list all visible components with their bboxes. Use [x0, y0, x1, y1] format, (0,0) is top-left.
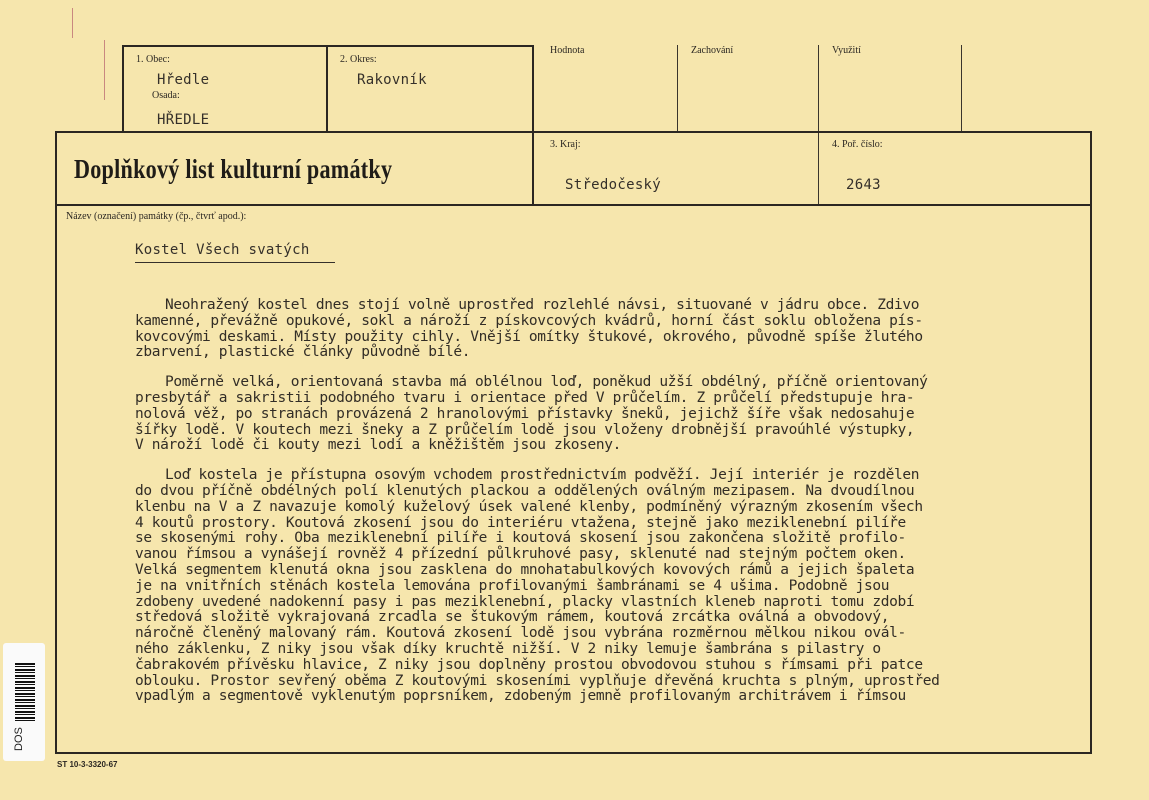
- text-line: Neohražený kostel dnes stojí volně uprostřed rozlehlé návsi, situované v jádru obce. Zdivo: [165, 297, 920, 313]
- text-line: vanou římsou a vynášejí rovněž 4 přízední půlkruhové pasy, sklenuté nad stejným počtem oken.: [135, 546, 906, 563]
- description-text: [135, 298, 1085, 719]
- footer-code: ST 10-3-3320-67: [57, 760, 118, 769]
- monument-name: Kostel Všech svatých: [135, 242, 310, 258]
- text-line: čabrakovém přívěsku hlavice, Z niky jsou doplněny prostou obvodovou stuhou s římsami při patce: [135, 656, 923, 673]
- cislo-label: 4. Poř. číslo:: [832, 139, 883, 150]
- barcode-text: DOS: [13, 727, 25, 751]
- title-bottom-rule: [55, 204, 1092, 206]
- vyuziti-label: Využití: [832, 45, 861, 56]
- kraj-value: Středočeský: [565, 177, 662, 193]
- text-line: náročně členěný malovaný rám. Koutová zkosení lodě jsou vybrána rozměrnou mělkou nikou ovál-: [135, 625, 906, 642]
- name-underline: [135, 262, 335, 263]
- text-line: Poměrně velká, orientovaná stavba má oblélnou loď, poněkud užší obdélný, příčně orientovaný: [165, 374, 928, 391]
- frame-left-rule: [55, 131, 57, 754]
- text-line: klenbu na V a Z navazuje komolý kuželový úsek valené klenby, podmíněný výrazným zkosením všech: [135, 498, 923, 515]
- okres-value: Rakovník: [357, 72, 427, 88]
- column-rule: [677, 45, 678, 132]
- name-label: Název (označení) památky (čp., čtvrť apod.):: [66, 211, 247, 222]
- text-line: zbarvení, plastické články původně bílé.: [135, 344, 471, 361]
- text-line: ného záklenku, Z niky jsou však díky kruchtě nižší. V 2 niky lemuje šambrána s pilastry o: [135, 640, 881, 657]
- text-line: do dvou příčně obdélných polí klenutých plackou a oddělených oválným mezipasem. Na dvoudílnou: [135, 482, 915, 499]
- text-line: zdobeny uvedené nadokenní pasy i pas meziklenební, placky vlastních kleneb naproti tomu zdobí: [135, 593, 915, 610]
- form-title: Doplňkový list kulturní památky: [74, 154, 393, 184]
- obec-label: 1. Obec:: [136, 54, 170, 65]
- column-rule: [961, 45, 962, 132]
- text-line: kovcovými deskami. Místy použity cihly. Vnější omítky štukové, okrového, původně spíše žlutého: [135, 328, 923, 345]
- text-line: presbytář a sakristii podobného tvaru i orientace před V průčelím. Z průčelí předstupuje hra-: [135, 389, 915, 406]
- okres-label: 2. Okres:: [340, 54, 377, 65]
- header-mid-rule: [326, 45, 328, 133]
- text-line: 4 koutů prostory. Koutová zkosení jsou do interiéru vtažena, stejně jako meziklenební pilíře: [135, 514, 906, 531]
- text-line: vpadlým a segmentově vyklenutým poprsníkem, zdobeným jemně profilovaným architrávem i římsou: [135, 688, 906, 705]
- frame-right-rule: [1090, 131, 1092, 754]
- osada-value: HŘEDLE: [157, 112, 210, 128]
- paragraph-2: [135, 375, 1085, 454]
- cislo-value: 2643: [846, 177, 881, 193]
- text-line: šířky lodě. V koutech mezi šneky a Z průčelím lodě jsou vloženy drobnější pravoúhlé výstupky,: [135, 421, 915, 438]
- zachovani-label: Zachování: [691, 45, 734, 56]
- header-left-rule: [122, 45, 124, 133]
- text-line: je na vnitřních stěnách kostela lemována profilovanými šambránami se 4 ušima. Podobně jsou: [135, 577, 890, 594]
- text-line: Loď kostela je přístupna osovým vchodem prostřednictvím podvěží. Její interiér je rozdělen: [165, 467, 920, 484]
- frame-bottom-rule: [55, 752, 1092, 754]
- text-line: oblouku. Prostor sevřený oběma Z koutovými skoseními vyplňuje dřevěná kruchta s plným, uprostřed: [135, 672, 940, 689]
- barcode-sticker: [3, 643, 45, 761]
- obec-value: Hředle: [157, 72, 210, 88]
- kraj-label: 3. Kraj:: [550, 139, 581, 150]
- frame-top-rule: [55, 131, 1092, 133]
- text-line: kamenné, převážně opukové, sokl a nároží z pískovcových kvádrů, horní část soklu obložena pís-: [135, 312, 923, 329]
- header-top-rule: [123, 45, 533, 47]
- header-right-rule: [532, 45, 534, 205]
- hodnota-label: Hodnota: [550, 45, 585, 56]
- text-line: se skosenými rohy. Oba meziklenební pilíře i koutová skosení jsou zakončena složitě profilo-: [135, 530, 906, 547]
- text-line: Velká segmentem klenutá okna jsou zasklena do mnohatabulkových kovových rámů a jejich špaleta: [135, 561, 915, 578]
- barcode-icon: [15, 663, 35, 723]
- margin-mark: [104, 40, 105, 100]
- paragraph-1: [135, 298, 1085, 361]
- osada-label: Osada:: [152, 90, 180, 101]
- margin-mark: [72, 8, 73, 38]
- column-rule: [818, 45, 819, 205]
- text-line: středová složitě vykrajovaná zrcadla se štukovým rámem, koutová zrcátka oválná a obvodový,: [135, 609, 890, 626]
- text-line: V nároží lodě či kouty mezi lodí a kněžištěm jsou zkoseny.: [135, 437, 622, 454]
- text-line: nolová věž, po stranách provázená 2 hranolovými přístavky šneků, jejichž šíře však nedosahuje: [135, 405, 915, 422]
- paragraph-3: [135, 468, 1085, 705]
